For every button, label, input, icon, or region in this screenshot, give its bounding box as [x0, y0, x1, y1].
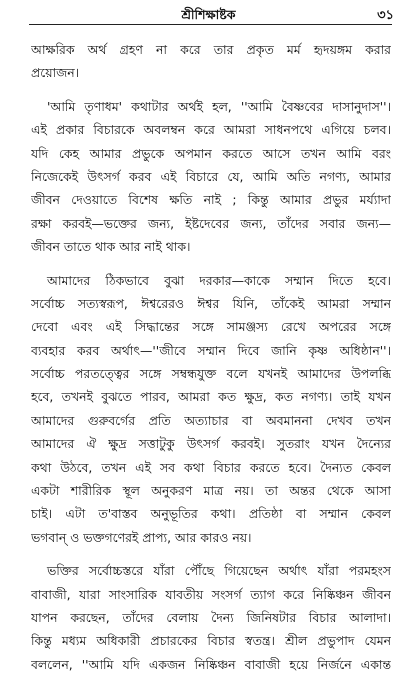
text-line: দেবো এবং এই সিদ্ধান্তের সঙ্গে সামঞ্জস্য রেখে অপরের সঙ্গে: [31, 319, 391, 335]
text-line: ভক্তির সর্বোচ্চস্তরে যাঁরা পৌঁছে গিয়েছেন অর্থাৎ যাঁরা পরমহংস: [47, 563, 391, 579]
text-line: আমাদের গুরুবর্গের প্রতি অত্যাচার বা অবমাননা দেখব তখন: [31, 412, 391, 428]
paragraph: [31, 95, 391, 259]
text-line: বাবাজী, যারা সাংসারিক যাবতীয় সংসর্গ ত্যাগ করে নিষ্কিঞ্চন জীবন: [31, 586, 391, 602]
page-number: ৩১: [377, 8, 394, 23]
paragraph: [31, 38, 391, 85]
text-line: হবে, তখনই বুঝতে পারব, আমরা কত ক্ষুদ্র, কত নগণ্য। তাই যখন: [31, 389, 391, 405]
text-line: কথা উঠবে, তখন এই সব কথা বিচার করতে হবে। দৈন্যত কেবল: [31, 459, 391, 475]
text-line: যাপন করছেন, তাঁদের বেলায় দৈন্য জিনিষটার বিচার আলাদা।: [31, 609, 391, 625]
page-header: [0, 0, 417, 22]
paragraph: [31, 269, 391, 550]
text-line: রক্ষা করবই—ভক্তের জন্য, ইষ্টদেবের জন্য, তাঁদের সবার জন্য—: [31, 215, 391, 231]
text-line: প্রয়োজন।: [31, 65, 80, 81]
text-line: চাই। এটা ত'বাস্তব অনুভূতির কথা। প্রতিষ্ঠা বা সম্মান কেবল: [31, 506, 391, 522]
paragraph-gap: [31, 549, 391, 559]
body-text: [31, 38, 391, 676]
text-line: সর্বোচ্চ সত্যস্বরূপ, ঈশ্বরেরও ঈশ্বর যিনি, তাঁকেই আমরা সম্মান: [31, 295, 391, 311]
text-line: 'আমি তৃণাধম' কথাটার অর্থই হল, ''আমি বৈষ্ণবের দাসানুদাস''।: [47, 98, 391, 114]
text-line: ভগবান্‌ ও ভক্তগণেরই প্রাপ্য, আর কারও নয়।: [31, 529, 252, 545]
text-line: কিন্তু মধ্যম অধিকারী প্রচারকের বিচার স্বতন্ত্র। শ্রীল প্রভুপাদ যেমন: [31, 633, 391, 649]
text-line: জীবন দেওয়াতে বিশেষ ক্ষতি নাই ; কিন্তু আমার প্রভুর মর্য্যাদা: [31, 192, 391, 208]
paragraph: [31, 559, 391, 676]
text-line: আমাদের ঐ ক্ষুদ্র সত্তাটুকু উৎসর্গ করবই। সুতরাং যখন দৈন্যের: [31, 436, 391, 452]
paragraph-gap: [31, 85, 391, 95]
running-head: শ্রীশিক্ষাষ্টক: [181, 7, 236, 22]
text-line: জীবন তাতে থাক আর নাই থাক।: [31, 239, 191, 255]
text-line: আক্ষরিক অর্থ গ্রহণ না করে তার প্রকৃত মর্ম হৃদয়ঙ্গম করার: [31, 42, 391, 57]
text-line: যদি কেহ আমার প্রভুকে অপমান করতে আসে তখন আমি বরং: [31, 145, 391, 161]
text-line: একটা শারীরিক স্থূল অনুকরণ মাত্র নয়। তা অন্তর থেকে আসা: [31, 483, 391, 499]
text-line: বললেন, ''আমি যদি একজন নিষ্কিঞ্চন বাবাজী হয়ে নির্জনে একান্ত: [31, 656, 391, 672]
text-line: সর্বোচ্চ পরতত্ত্বের সঙ্গে সম্বন্ধযুক্ত বলে যখনই আমাদের উপলব্ধি: [31, 366, 391, 382]
text-line: নিজেকেই উৎসর্গ করব এই বিচারে যে, আমি অতি নগণ্য, আমার: [31, 168, 391, 184]
text-line: এই প্রকার বিচারকে অবলম্বন করে আমরা সাধনপথে এগিয়ে চলব।: [31, 122, 391, 138]
text-line: ব্যবহার করব অর্থাৎ—''জীবে সম্মান দিবে জানি কৃষ্ণ অধিষ্ঠান''।: [31, 342, 391, 358]
text-line: আমাদের ঠিকভাবে বুঝা দরকার—কাকে সম্মান দিতে হবে।: [47, 272, 391, 288]
header-rule: [29, 24, 392, 25]
paragraph-gap: [31, 259, 391, 269]
